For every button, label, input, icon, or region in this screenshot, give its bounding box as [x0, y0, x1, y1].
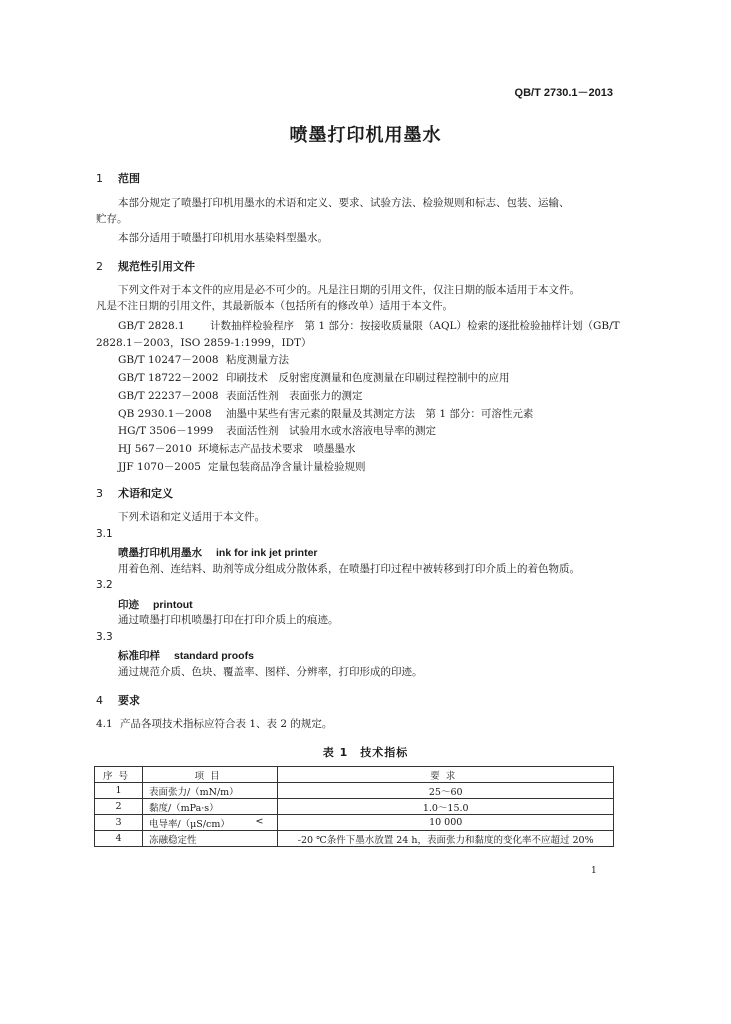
reference-item	[118, 423, 436, 438]
paragraph: 本部分适用于喷墨打印机用水基染料型墨水。	[118, 232, 328, 244]
reference-title: 印刷技术 反射密度测量和色度测量在印刷过程控制中的应用	[226, 372, 510, 384]
term-heading	[118, 648, 254, 663]
section-1-heading	[96, 170, 140, 186]
reference-code: HJ 567－2010	[118, 443, 192, 455]
paragraph: 下列文件对于本文件的应用是必不可少的。凡是注日期的引用文件，仅注日期的版本适用于本文件。	[118, 284, 580, 296]
reference-item	[118, 352, 289, 367]
item-symbol: <	[255, 815, 264, 827]
reference-title: 粘度测量方法	[226, 354, 289, 366]
reference-code: GB/T 2828.1	[118, 320, 185, 332]
reference-code: GB/T 10247－2008	[118, 354, 219, 366]
table-header-row	[95, 767, 614, 783]
term-en: printout	[153, 599, 193, 611]
standard-number: QB/T 2730.1－2013	[514, 87, 613, 99]
item-text: 表面张力/（mN/m）	[148, 786, 239, 798]
table-caption: 表 1 技术指标	[322, 746, 409, 759]
row-requirement: 1.0～15.0	[278, 799, 614, 815]
reference-item	[118, 441, 356, 456]
subsection-text: 产品各项技术指标应符合表 1、表 2 的规定。	[120, 718, 333, 730]
term-en: ink for ink jet printer	[216, 547, 318, 559]
item-text: 黏度/（mPa·s）	[148, 802, 219, 814]
paragraph: 凡是不注日期的引用文件，其最新版本（包括所有的修改单）适用于本文件。	[96, 300, 453, 312]
row-item	[142, 783, 277, 799]
paragraph: 贮存。	[96, 213, 128, 225]
reference-code: QB 2930.1－2008	[118, 408, 212, 420]
reference-title: 油墨中某些有害元素的限量及其测定方法 第 1 部分：可溶性元素	[226, 408, 534, 420]
table-row	[95, 799, 614, 815]
reference-code: GB/T 22237－2008	[118, 390, 219, 402]
term-number: 3.2	[96, 579, 113, 591]
section-title: 要求	[118, 694, 140, 707]
term-heading	[118, 545, 318, 560]
row-item	[142, 815, 277, 831]
row-requirement: -20 ℃条件下墨水放置 24 h，表面张力和黏度的变化率不应超过 20%	[278, 831, 614, 847]
reference-code: JJF 1070－2005	[118, 461, 201, 473]
column-header-item: 项目	[142, 767, 277, 783]
reference-item	[118, 406, 533, 421]
reference-code: HG/T 3506－1999	[118, 425, 214, 437]
term-definition: 通过喷墨打印机喷墨打印在打印介质上的痕迹。	[118, 614, 339, 626]
table-row	[95, 831, 614, 847]
section-title: 规范性引用文件	[118, 260, 195, 273]
term-zh: 喷墨打印机用墨水	[118, 547, 202, 559]
row-requirement: 25～60	[278, 783, 614, 799]
section-number: 1	[96, 172, 103, 185]
row-item	[142, 831, 277, 847]
term-heading	[118, 597, 193, 612]
section-4-heading	[96, 692, 140, 708]
table-row	[95, 783, 614, 799]
section-number: 4	[96, 694, 103, 707]
reference-title: 表面活性剂 试验用水或水溶液电导率的测定	[226, 425, 436, 437]
term-definition: 用着色剂、连结料、助剂等成分组成分散体系，在喷墨打印过程中被转移到打印介质上的着色物质。	[118, 563, 580, 575]
section-3-heading	[96, 485, 173, 501]
row-requirement: 10 000	[278, 815, 614, 831]
table-row	[95, 815, 614, 831]
reference-title: 表面活性剂 表面张力的测定	[226, 390, 363, 402]
reference-continuation: 2828.1－2003，ISO 2859-1:1999，IDT）	[96, 337, 312, 349]
paragraph: 本部分规定了喷墨打印机用墨水的术语和定义、要求、试验方法、检验规则和标志、包装、运输、	[118, 197, 570, 209]
column-header-requirement: 要求	[278, 767, 614, 783]
reference-title: 计数抽样检验程序 第 1 部分：按接收质量限（AQL）检索的逐批检验抽样计划（GB/T	[210, 320, 620, 332]
reference-item	[118, 388, 363, 403]
section-number: 3	[96, 487, 103, 500]
reference-item	[118, 459, 366, 474]
item-text: 电导率/（μS/cm）	[148, 818, 230, 830]
reference-item	[118, 318, 620, 333]
term-zh: 标准印样	[118, 650, 160, 662]
reference-title: 定量包装商品净含量计量检验规则	[208, 461, 366, 473]
row-no: 2	[95, 799, 143, 815]
section-title: 范围	[118, 172, 140, 185]
subsection	[96, 717, 332, 731]
row-no: 1	[95, 783, 143, 799]
document-title: 喷墨打印机用墨水	[289, 125, 442, 146]
row-no: 3	[95, 815, 143, 831]
term-en: standard proofs	[174, 650, 254, 662]
section-2-heading	[96, 258, 195, 274]
term-definition: 通过规范介质、色块、覆盖率、图样、分辨率，打印形成的印迹。	[118, 666, 423, 678]
reference-code: GB/T 18722－2002	[118, 372, 219, 384]
row-no: 4	[95, 831, 143, 847]
section-number: 2	[96, 260, 103, 273]
row-item	[142, 799, 277, 815]
spec-table	[94, 766, 614, 847]
column-header-no: 序号	[95, 767, 143, 783]
paragraph: 下列术语和定义适用于本文件。	[118, 511, 265, 523]
term-number: 3.1	[96, 528, 113, 540]
reference-item	[118, 370, 510, 385]
page-number: 1	[591, 866, 597, 876]
term-zh: 印迹	[118, 599, 139, 611]
section-title: 术语和定义	[118, 487, 173, 500]
subsection-number: 4.1	[96, 718, 113, 730]
term-number: 3.3	[96, 631, 113, 643]
item-text: 冻融稳定性	[148, 834, 197, 846]
reference-title: 环境标志产品技术要求 喷墨墨水	[198, 443, 356, 455]
